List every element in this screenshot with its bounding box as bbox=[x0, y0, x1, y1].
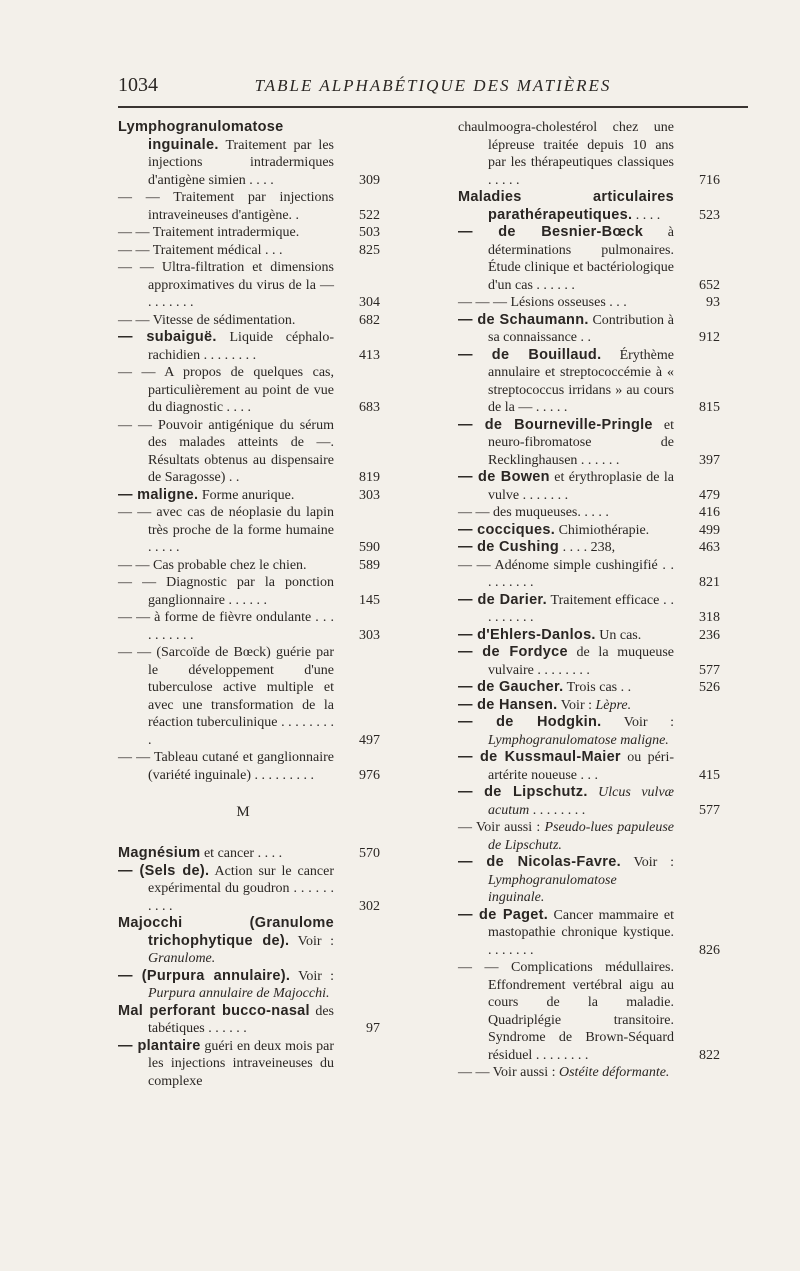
page-reference: 976 bbox=[359, 767, 380, 783]
entry-text bbox=[118, 329, 334, 364]
entry-text bbox=[118, 644, 334, 749]
entry-body: Voir : bbox=[620, 855, 674, 870]
entry-body: — — Traitement par injections intraveineuses d'antigène. . bbox=[118, 190, 334, 223]
page-reference: 577 bbox=[699, 802, 720, 818]
entry-italic: Ulcus vulvæ acutum bbox=[488, 785, 674, 818]
page-reference: 318 bbox=[699, 610, 720, 625]
index-entry bbox=[118, 574, 380, 609]
page-reference: 652 bbox=[699, 277, 720, 293]
index-entry bbox=[458, 714, 708, 749]
index-entry bbox=[458, 854, 708, 907]
entry-text bbox=[118, 863, 334, 916]
entry-heading: Lymphogranulomatose inguinale. bbox=[118, 119, 284, 153]
entry-heading: — (Purpura annulaire). bbox=[118, 967, 291, 984]
entry-text bbox=[458, 294, 674, 312]
entry-text bbox=[118, 312, 334, 330]
entry-heading: — de Bourneville-Pringle bbox=[458, 416, 653, 433]
entry-heading: — de Nicolas-Favre. bbox=[458, 854, 621, 870]
index-entry bbox=[118, 224, 380, 242]
header-rule bbox=[118, 106, 748, 108]
entry-body: Traitement efficace . . . . . . . . . bbox=[488, 592, 674, 625]
entry-text bbox=[458, 592, 674, 627]
section-letter: M bbox=[236, 804, 250, 820]
entry-body: . . . . . . . . bbox=[529, 802, 586, 818]
index-entry bbox=[458, 679, 720, 697]
index-entry bbox=[458, 959, 720, 1064]
entry-body: — — Traitement intradermique. bbox=[118, 225, 300, 240]
entry-heading: — de Cushing bbox=[458, 539, 560, 555]
page-reference: 397 bbox=[699, 452, 720, 468]
entry-text bbox=[118, 189, 334, 224]
entry-body: guéri en deux mois par les injections intraveineuses du complexe bbox=[148, 1038, 335, 1089]
right-column bbox=[458, 119, 720, 1082]
entry-text bbox=[118, 845, 334, 863]
entry-body: chaulmoogra-cholestérol chez une lépreuse traitée depuis 10 ans par les thérapeutiques classiques . . . . . bbox=[458, 120, 674, 188]
index-entry bbox=[118, 504, 380, 557]
index-entry bbox=[118, 417, 380, 487]
entry-body: Voir : bbox=[557, 697, 596, 713]
entry-text bbox=[118, 1003, 334, 1038]
index-entry bbox=[118, 1002, 380, 1038]
entry-text bbox=[118, 557, 334, 575]
entry-text bbox=[458, 539, 674, 557]
page-reference: 522 bbox=[359, 207, 380, 223]
index-entry bbox=[118, 609, 380, 644]
index-entry bbox=[118, 749, 380, 784]
page-header bbox=[118, 72, 748, 102]
page-reference: 145 bbox=[359, 592, 380, 608]
entry-heading: — de Gaucher. bbox=[458, 679, 564, 695]
index-entry bbox=[118, 1038, 368, 1091]
entry-body: Action sur le cancer expérimental du goudron . . . . . . . . . . bbox=[148, 863, 334, 914]
index-entry bbox=[118, 242, 380, 260]
entry-text bbox=[458, 119, 674, 189]
index-entry bbox=[118, 644, 380, 749]
page-reference: 826 bbox=[699, 942, 720, 958]
entry-heading: Magnésium bbox=[118, 845, 201, 861]
page-reference: 416 bbox=[699, 505, 720, 520]
entry-text bbox=[458, 522, 674, 540]
entry-body: Contribution à sa connaissance . . bbox=[488, 312, 674, 345]
page-reference: 303 bbox=[359, 487, 380, 503]
entry-text bbox=[458, 644, 674, 679]
entry-heading: — de Darier. bbox=[458, 591, 547, 608]
entry-text bbox=[458, 697, 674, 715]
page-reference: 93 bbox=[706, 295, 720, 310]
page-reference: 97 bbox=[366, 1021, 380, 1036]
index-entry bbox=[118, 968, 368, 1003]
entry-text bbox=[458, 224, 674, 294]
entry-heading: — de Besnier-Bœck bbox=[458, 224, 644, 240]
entry-heading: Maladies articulaires parathérapeutiques. bbox=[458, 189, 674, 223]
left-column bbox=[118, 119, 380, 1090]
index-entry bbox=[458, 644, 720, 679]
entry-heading: — de Bouillaud. bbox=[458, 346, 602, 363]
entry-text bbox=[458, 469, 674, 504]
entry-body: — — Adénome simple cushingifié . . . . . . . . . bbox=[458, 557, 674, 590]
entry-text bbox=[458, 714, 674, 749]
page-reference: 682 bbox=[359, 312, 380, 328]
entry-body: — — Cas probable chez le chien. bbox=[118, 557, 307, 573]
entry-text bbox=[118, 417, 334, 487]
page-reference: 236 bbox=[699, 627, 720, 643]
entry-text bbox=[458, 679, 674, 697]
entry-body: Érythème annulaire et streptococcémie à « streptococcus irridans » au cours de la — . . . . . bbox=[488, 347, 674, 415]
entry-text bbox=[118, 609, 334, 644]
entry-body: Traitement par les injections intradermiques d'antigène simien . . . . bbox=[148, 137, 334, 188]
entry-body: — — Tableau cutané et ganglionnaire (variété inguinale) . . . . . . . . . bbox=[118, 750, 334, 783]
page-number: 1034 bbox=[118, 74, 158, 96]
index-entry bbox=[458, 311, 720, 347]
entry-body: — — Pouvoir antigénique du sérum des malades atteints de —. Résultats obtenus au dispensaire de Saragosse) . . bbox=[118, 417, 334, 485]
index-entry bbox=[118, 915, 368, 968]
index-list-l bbox=[118, 119, 380, 784]
page-reference: 463 bbox=[699, 540, 720, 555]
index-entry bbox=[118, 312, 380, 330]
index-entry bbox=[118, 486, 380, 505]
index-entry bbox=[458, 626, 720, 645]
entry-heading: Majocchi (Granulome trichophytique de). bbox=[118, 915, 334, 949]
index-entry bbox=[458, 224, 720, 294]
entry-text bbox=[458, 189, 674, 224]
entry-body: des tabétiques . . . . . . bbox=[148, 1003, 334, 1036]
entry-body: — — (Sarcoïde de Bœck) guérie par le développement d'une tuberculose active multiple et avec une transformation de la réaction tuberculinique . . . . . . . . . bbox=[118, 645, 334, 748]
index-entry bbox=[458, 504, 720, 522]
page-reference: 479 bbox=[699, 487, 720, 503]
entry-heading: — de Schaumann. bbox=[458, 311, 589, 328]
entry-heading: — de Bowen bbox=[458, 469, 550, 485]
entry-text bbox=[118, 749, 334, 784]
entry-body: Forme anurique. bbox=[198, 487, 295, 503]
entry-reference: Lymphogranulomatose maligne. bbox=[488, 732, 669, 748]
entry-body: — — Diagnostic par la ponction ganglionnaire . . . . . . bbox=[118, 575, 334, 608]
entry-body: ou péri-artérite noueuse . . . bbox=[488, 750, 674, 783]
entry-reference: Ostéite déformante. bbox=[559, 1065, 670, 1080]
index-entry bbox=[118, 329, 380, 364]
entry-text bbox=[118, 574, 334, 609]
entry-text bbox=[118, 119, 334, 189]
page-reference: 589 bbox=[359, 557, 380, 573]
entry-text bbox=[118, 968, 334, 1003]
entry-text bbox=[458, 1064, 674, 1082]
entry-body: de la muqueuse vulvaire . . . . . . . . bbox=[488, 645, 674, 678]
entry-body: . . . . 238, bbox=[559, 540, 616, 555]
entry-body: — — Voir aussi : bbox=[458, 1065, 559, 1080]
page-reference: 819 bbox=[359, 470, 380, 485]
page-reference: 912 bbox=[699, 330, 720, 345]
entry-heading: — de Lipschutz. bbox=[458, 784, 588, 800]
entry-heading: — plantaire bbox=[118, 1037, 201, 1054]
page-reference: 821 bbox=[699, 575, 720, 590]
index-entry bbox=[118, 364, 380, 417]
index-entry bbox=[118, 259, 380, 312]
page-reference: 497 bbox=[359, 732, 380, 748]
index-entry bbox=[118, 557, 380, 575]
entry-heading: — de Hansen. bbox=[458, 696, 558, 713]
entry-heading: — cocciques. bbox=[458, 521, 556, 538]
index-entry bbox=[458, 819, 708, 854]
entry-text bbox=[118, 242, 334, 260]
entry-reference: Pseudo-lues papuleuse de Lipschutz. bbox=[488, 820, 674, 853]
entry-text bbox=[118, 487, 334, 505]
entry-reference: Lymphogranulomatose inguinale. bbox=[488, 872, 617, 905]
entry-text bbox=[458, 749, 674, 784]
entry-heading: — d'Ehlers-Danlos. bbox=[458, 626, 596, 643]
page-reference: 590 bbox=[359, 540, 380, 555]
index-entry bbox=[458, 749, 720, 784]
index-entry bbox=[118, 862, 380, 916]
entry-body: — — — Lésions osseuses . . . bbox=[458, 295, 627, 310]
entry-body: et érythroplasie de la vulve . . . . . . . bbox=[488, 470, 674, 503]
index-entry bbox=[118, 119, 380, 189]
entry-body: Chimiothérapie. bbox=[555, 522, 650, 538]
entry-text bbox=[118, 1038, 334, 1091]
entry-text bbox=[458, 347, 674, 417]
index-entry bbox=[458, 416, 720, 470]
page-reference: 309 bbox=[359, 172, 380, 188]
entry-body: Voir : bbox=[290, 968, 334, 984]
index-entry bbox=[458, 697, 708, 715]
index-entry bbox=[458, 469, 720, 504]
entry-body: — — Vitesse de sédimentation. bbox=[118, 312, 296, 328]
page-reference: 499 bbox=[699, 522, 720, 538]
page-reference: 815 bbox=[699, 400, 720, 415]
index-entry bbox=[458, 294, 720, 312]
page-reference: 822 bbox=[699, 1047, 720, 1063]
index-entry bbox=[118, 189, 380, 224]
page-reference: 503 bbox=[359, 225, 380, 240]
index-entry bbox=[458, 346, 720, 417]
entry-text bbox=[458, 417, 674, 470]
index-list-right bbox=[458, 119, 720, 1082]
index-entry bbox=[458, 521, 720, 540]
index-entry bbox=[458, 557, 720, 592]
entry-body: à déterminations pulmonaires. Étude clinique et bactériologique d'un cas . . . . . . bbox=[488, 225, 675, 293]
page-reference: 825 bbox=[359, 242, 380, 258]
entry-body: — — avec cas de néoplasie du lapin très proche de la forme humaine . . . . . bbox=[118, 505, 334, 555]
entry-text bbox=[458, 557, 674, 592]
entry-body: . . . . bbox=[632, 207, 661, 223]
entry-heading: — de Paget. bbox=[458, 906, 549, 923]
page-reference: 302 bbox=[359, 898, 380, 914]
entry-body: — Voir aussi : bbox=[458, 820, 545, 835]
entry-text bbox=[458, 784, 674, 819]
entry-body: — — Ultra-filtration et dimensions approximatives du virus de la — . . . . . . . bbox=[118, 260, 334, 310]
entry-text bbox=[458, 959, 674, 1064]
entry-body: — — des muqueuses. . . . . bbox=[458, 505, 609, 520]
index-entry bbox=[118, 845, 380, 863]
entry-reference: Purpura annulaire de Majocchi. bbox=[148, 986, 330, 1001]
entry-body: Un cas. bbox=[595, 627, 642, 643]
entry-text bbox=[458, 854, 674, 907]
entry-body: — — Complications médullaires. Effondrement vertébral aigu au cours de la maladie. Quadriplégie transitoire. Syndrome de Brown-Séquard résiduel . . . . . . . . bbox=[458, 960, 674, 1063]
entry-body: et neuro-fibromatose de Recklinghausen . . . . . . bbox=[488, 417, 675, 468]
entry-heading: — (Sels de). bbox=[118, 862, 210, 879]
page-reference: 577 bbox=[699, 662, 720, 678]
entry-heading: Mal perforant bucco-nasal bbox=[118, 1002, 310, 1019]
entry-text bbox=[118, 259, 334, 312]
entry-reference: Granulome. bbox=[148, 951, 216, 966]
entry-reference: Lèpre. bbox=[595, 697, 632, 713]
entry-text bbox=[458, 907, 674, 960]
entry-heading: — de Fordyce bbox=[458, 644, 568, 660]
index-entry bbox=[458, 784, 720, 819]
entry-body: Voir : bbox=[601, 715, 674, 730]
index-entry bbox=[458, 1064, 708, 1082]
entry-body: et cancer . . . . bbox=[200, 846, 283, 861]
running-title: TABLE ALPHABÉTIQUE DES MATIÈRES bbox=[254, 76, 612, 95]
entry-body: — — Traitement médical . . . bbox=[118, 242, 283, 258]
entry-text bbox=[118, 915, 334, 968]
entry-heading: — maligne. bbox=[118, 486, 199, 503]
index-entry bbox=[458, 189, 720, 224]
entry-heading: — de Kussmaul-Maier bbox=[458, 749, 621, 765]
entry-body: Liquide céphalo-rachidien . . . . . . . . bbox=[148, 330, 334, 363]
entry-text bbox=[458, 504, 674, 522]
entry-text bbox=[118, 224, 334, 242]
entry-text bbox=[458, 819, 674, 854]
entry-body: — — à forme de fièvre ondulante . . . . . . . . . . bbox=[118, 610, 334, 643]
page-reference: 413 bbox=[359, 347, 380, 363]
page-reference: 570 bbox=[359, 846, 380, 861]
entry-heading: — de Hodgkin. bbox=[458, 714, 602, 730]
entry-body: Cancer mammaire et mastopathie chronique kystique. . . . . . . . bbox=[488, 907, 675, 958]
entry-text bbox=[118, 504, 334, 557]
entry-text bbox=[458, 312, 674, 347]
index-entry bbox=[458, 591, 720, 627]
page-reference: 716 bbox=[699, 172, 720, 188]
entry-text bbox=[118, 364, 334, 417]
page-reference: 523 bbox=[699, 207, 720, 223]
index-entry bbox=[458, 906, 720, 960]
index-entry bbox=[458, 539, 720, 557]
page-reference: 526 bbox=[699, 680, 720, 695]
index-list-m bbox=[118, 845, 380, 1090]
page-reference: 415 bbox=[699, 767, 720, 783]
page-reference: 304 bbox=[359, 295, 380, 310]
entry-body: Voir : bbox=[289, 933, 335, 949]
entry-text bbox=[458, 627, 674, 645]
entry-heading: — subaiguë. bbox=[118, 329, 217, 345]
page-reference: 303 bbox=[359, 627, 380, 643]
entry-body: Trois cas . . bbox=[563, 680, 632, 695]
index-entry bbox=[458, 119, 720, 189]
entry-body: — — A propos de quelques cas, particulièrement au point de vue du diagnostic . . . . bbox=[118, 365, 334, 415]
page-reference: 683 bbox=[359, 400, 380, 415]
